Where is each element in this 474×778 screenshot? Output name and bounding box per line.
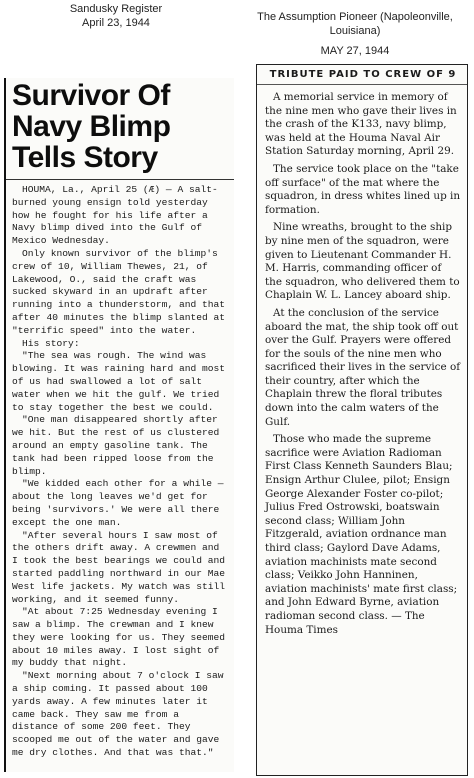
- article-paragraph: The service took place on the "take off surface" of the mat where the squadron, in dress whites lined up in formation.: [265, 162, 461, 216]
- article-headline: [12, 80, 230, 173]
- left-publication-date: April 23, 1944: [82, 17, 150, 29]
- right-clipping-caption: [236, 10, 474, 58]
- article-paragraph: "One man disappeared shortly after we hit. But the rest of us clustered around an empty gasoline tank. The tank had been ripped loose from the blimp.: [12, 414, 220, 477]
- right-newspaper-name: The Assumption Pioneer (Napoleonville, Louisiana): [257, 11, 453, 37]
- article-paragraph: "At about 7:25 Wednesday evening I saw a blimp. The crewman and I knew they were looking for us. They seemed about 10 miles away. I lost sight of my buddy that night.: [12, 606, 226, 669]
- headline-line: Navy Blimp: [12, 110, 171, 143]
- article-paragraph: "We kidded each other for a while — about the long leaves we'd get for being 'survivors.' We were all there except the one man.: [12, 478, 224, 528]
- left-clipping-caption: [0, 2, 232, 30]
- left-newspaper-clipping: [4, 78, 234, 772]
- article-paragraph: HOUMA, La., April 25 (Æ) — A salt-burned young ensign told yesterday how he fought for his life after a Navy blimp dived into the Gulf of Mexico Wednesday.: [12, 184, 218, 247]
- right-newspaper-clipping: [256, 64, 468, 776]
- right-publication-date: MAY 27, 1944: [320, 45, 390, 57]
- article-kicker-headline: TRIBUTE PAID TO CREW OF 9: [269, 69, 457, 80]
- article-paragraph: "After several hours I saw most of the others drift away. A crewmen and I took the best bearings we could and started paddling northward in our Mae West life jackets. My watch was still working, and it seemed funny.: [12, 529, 226, 605]
- article-paragraph: A memorial service in memory of the nine men who gave their lives in the crash of the K133, navy blimp, was held at the Houma Naval Air Station Saturday morning, April 29.: [265, 91, 457, 158]
- left-newspaper-name: Sandusky Register: [69, 3, 163, 15]
- article-paragraph: Nine wreaths, brought to the ship by nine men of the squadron, were given to Lieutenant Commander H. M. Harris, commanding officer of the squadron, who delivered them to Chaplain W. L. Lancey aboard ship.: [265, 221, 460, 302]
- article-paragraph: At the conclusion of the service aboard the mat, the ship took off out over the Gulf. Prayers were offered for the souls of the nine men who sacrificed their lives in the service of their country, after which the Chaplain threw the floral tributes down into the calm waters of the Gulf.: [265, 306, 461, 428]
- article-paragraph: "The sea was rough. The wind was blowing. It was raining hard and most of us had swallowed a lot of salt water when we hit the gulf. We tried to stay together the best we could.: [12, 350, 226, 413]
- article-paragraph: "Next morning about 7 o'clock I saw a ship coming. It passed about 100 yards away. A few minutes later it came back. They saw me from a distance of some 200 feet. They scooped me out of the water and gave me dry clothes. And that was that.": [12, 670, 224, 759]
- article-paragraph: His story:: [22, 337, 80, 349]
- headline-line: Survivor Of: [12, 79, 170, 112]
- headline-line: Tells Story: [12, 141, 158, 174]
- kicker-divider: [257, 84, 467, 85]
- article-paragraph: Those who made the supreme sacrifice were Aviation Radioman First Class Kenneth Saunders Blau; Ensign Arthur Clulee, pilot; Ensign George Alexander Foster co-pilot; Julius Fred Ostrowski, boatswain second class; William John Fitzgerald, aviation ordnance man third class; Gaylord Dave Adams, aviation machinists mate second class; Veikko John Hanninen, aviation machinists' mate first class; and John Edward Byrne, aviation radioman second class. — The Houma Times: [265, 433, 458, 636]
- article-paragraph: Only known survivor of the blimp's crew of 10, William Thewes, 21, of Lakewood, O., said the craft was sucked skyward in an updraft after running into a thunderstorm, and that after 40 minutes the blimp slanted at "terrific speed" into the water.: [12, 247, 226, 336]
- headline-divider: [6, 179, 234, 180]
